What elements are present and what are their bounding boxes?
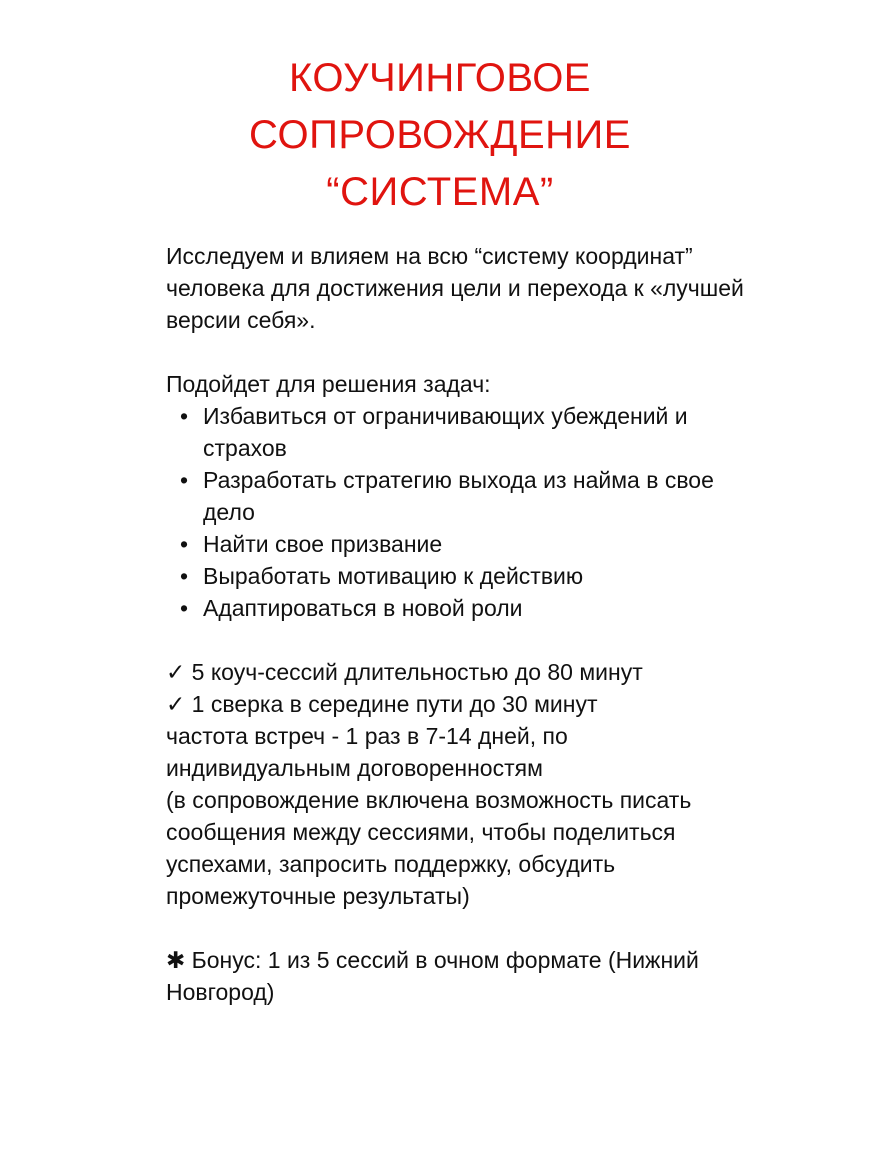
list-item — [166, 560, 746, 592]
task-text: Избавиться от ограничивающих убеждений и страхов — [203, 403, 688, 461]
title-line-1: КОУЧИНГОВОЕ — [289, 56, 591, 100]
include-checkpoint — [166, 688, 746, 720]
tasks-heading: Подойдет для решения задач: — [166, 371, 491, 397]
bullet-icon: • — [180, 563, 189, 589]
spacer — [166, 912, 746, 944]
bullet-icon: • — [180, 403, 189, 429]
title-line-2: СОПРОВОЖДЕНИЕ — [249, 113, 631, 157]
bonus-line — [166, 944, 746, 1008]
intro-paragraph: Исследуем и влияем на всю “систему координат” человека для достижения цели и перехода к «лучшей версии себя». — [166, 243, 744, 333]
task-text: Адаптироваться в новой роли — [203, 595, 523, 621]
checkmark-icon: ✓ — [166, 691, 186, 717]
bullet-icon: • — [180, 531, 189, 557]
task-text: Выработать мотивацию к действию — [203, 563, 584, 589]
page-title — [0, 50, 880, 221]
frequency-text: частота встреч - 1 раз в 7-14 дней, по индивидуальным договоренностям — [166, 723, 568, 781]
include-sessions — [166, 656, 746, 688]
list-item — [166, 592, 746, 624]
list-item — [166, 400, 746, 464]
content-body — [166, 240, 746, 1008]
task-text: Разработать стратегию выхода из найма в свое дело — [203, 467, 714, 525]
asterisk-icon: ✱ — [166, 947, 186, 973]
bullet-icon: • — [180, 595, 189, 621]
task-text: Найти свое призвание — [203, 531, 443, 557]
list-item — [166, 464, 746, 528]
checkmark-icon: ✓ — [166, 659, 186, 685]
include-sessions-text: 5 коуч-сессий длительностью до 80 минут — [191, 659, 643, 685]
support-note: (в сопровождение включена возможность писать сообщения между сессиями, чтобы поделиться успехами, запросить поддержку, обсудить промежуточные результаты) — [166, 787, 692, 909]
bonus-text: Бонус: 1 из 5 сессий в очном формате (Нижний Новгород) — [166, 947, 699, 1005]
tasks-list — [166, 400, 746, 624]
title-line-3: “СИСТЕМА” — [326, 170, 554, 214]
include-checkpoint-text: 1 сверка в середине пути до 30 минут — [191, 691, 598, 717]
bullet-icon: • — [180, 467, 189, 493]
list-item — [166, 528, 746, 560]
